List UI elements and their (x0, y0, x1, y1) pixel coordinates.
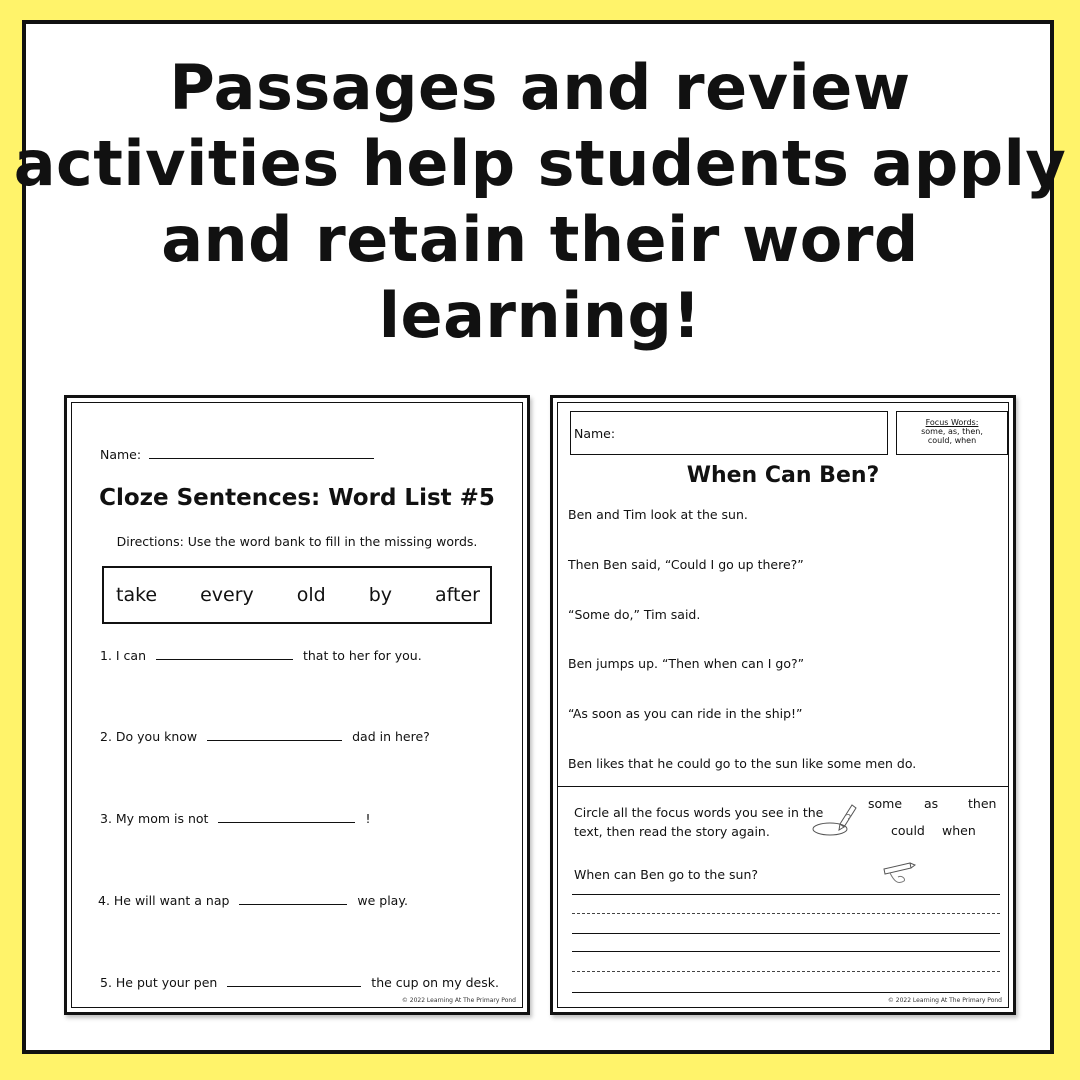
focus-word: some (868, 796, 903, 811)
name-label: Name: (574, 426, 616, 441)
word-bank-item: old (296, 584, 326, 606)
writing-line-top (572, 951, 1000, 952)
writing-line-dashed (572, 913, 1000, 914)
sentence-text: 4. He will want a nap (98, 893, 230, 908)
name-blank (149, 458, 374, 459)
sentence-text: the cup on my desk. (371, 975, 499, 990)
name-label: Name: (100, 447, 142, 462)
headline (0, 50, 1080, 354)
story-line: Ben likes that he could go to the sun like some men do. (568, 756, 917, 771)
focus-words-box (896, 411, 1008, 455)
word-bank (102, 566, 492, 624)
worksheet-title: Cloze Sentences: Word List #5 (99, 485, 495, 511)
sentence-text: 3. My mom is not (100, 811, 209, 826)
sentence-text: that to her for you. (302, 648, 422, 663)
sentence-text: ! (365, 811, 371, 826)
answer-blank (227, 986, 361, 987)
story-line: “As soon as you can ride in the ship!” (568, 706, 803, 721)
writing-line-dashed (572, 971, 1000, 972)
copyright: © 2022 Learning At The Primary Pond (887, 997, 1002, 1004)
answer-blank (156, 659, 293, 660)
directions: Directions: Use the word bank to fill in the missing words. (116, 534, 478, 549)
reading-passage-worksheet (550, 395, 1016, 1015)
answer-blank (218, 822, 355, 823)
section-divider (558, 786, 1008, 787)
sentence-text: 2. Do you know (100, 729, 198, 744)
focus-word: then (968, 796, 997, 811)
question: When can Ben go to the sun? (574, 867, 759, 882)
writing-line-bottom (572, 992, 1000, 993)
writing-line-bottom (572, 933, 1000, 934)
pencil-circle-icon (810, 799, 858, 839)
sentence-text: we play. (357, 893, 408, 908)
sentence-1 (100, 648, 422, 663)
writing-line-top (572, 894, 1000, 895)
story-line: “Some do,” Tim said. (568, 607, 701, 622)
story-title: When Can Ben? (686, 463, 880, 488)
sentence-4 (98, 893, 408, 908)
headline-line-3: and retain their word (161, 203, 919, 276)
sentence-3 (100, 811, 370, 826)
focus-word: when (942, 823, 976, 838)
focus-words-list-2: could, when (927, 436, 977, 445)
answer-blank (207, 740, 342, 741)
focus-word: as (924, 796, 939, 811)
word-bank-item: take (116, 584, 158, 606)
story-line: Then Ben said, “Could I go up there?” (568, 557, 804, 572)
sentence-text: 1. I can (100, 648, 147, 663)
focus-words-title: Focus Words: (925, 418, 979, 427)
cloze-worksheet (64, 395, 530, 1015)
word-bank-item: after (435, 584, 480, 606)
headline-line-4: learning! (378, 279, 702, 352)
instruction-line-1: Circle all the focus words you see in the (574, 805, 824, 820)
pencil-writing-icon (880, 859, 916, 889)
worksheet-inner-border (557, 402, 1009, 1008)
word-bank-item: every (200, 584, 254, 606)
sentence-text: dad in here? (352, 729, 430, 744)
name-box (570, 411, 888, 455)
worksheet-inner-border (71, 402, 523, 1008)
sentence-text: 5. He put your pen (100, 975, 218, 990)
answer-blank (239, 904, 347, 905)
sentence-2 (100, 729, 430, 744)
sentence-5 (100, 975, 499, 990)
story-line: Ben jumps up. “Then when can I go?” (568, 656, 805, 671)
instruction-line-2: text, then read the story again. (574, 824, 770, 839)
headline-line-1: Passages and review (169, 51, 911, 124)
story-line: Ben and Tim look at the sun. (568, 507, 748, 522)
headline-line-2: activities help students apply (13, 127, 1067, 200)
focus-words-list-1: some, as, then, (921, 427, 983, 436)
name-line (100, 447, 374, 462)
word-bank-item: by (368, 584, 393, 606)
copyright: © 2022 Learning At The Primary Pond (401, 997, 516, 1004)
focus-word: could (891, 823, 925, 838)
